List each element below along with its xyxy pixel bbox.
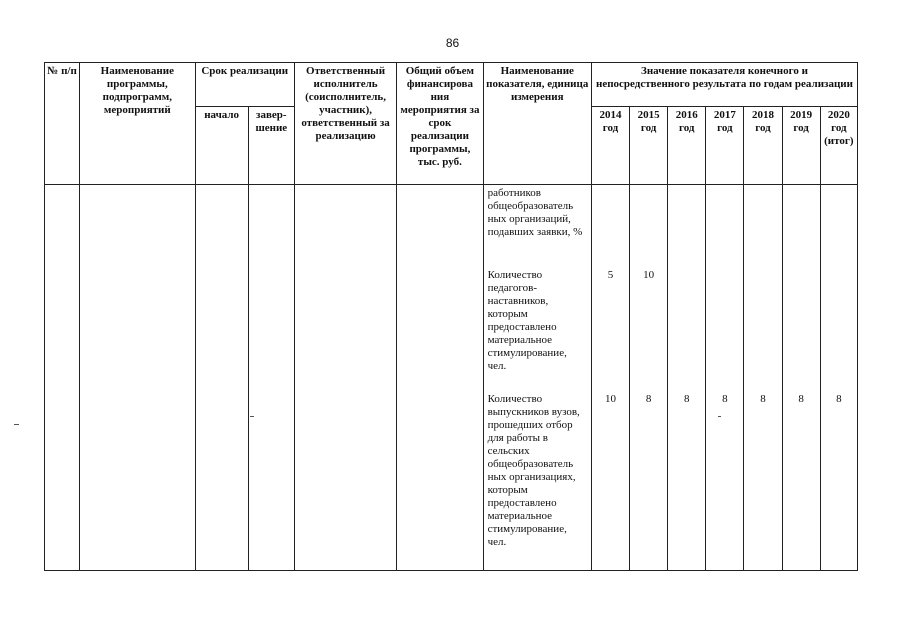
header-term-start: начало — [195, 107, 248, 185]
header-year-2015: 2015 год — [630, 107, 668, 185]
value-2018: 8 — [760, 393, 766, 405]
cell-num — [45, 185, 80, 571]
scan-speck — [718, 416, 721, 417]
indicator-name: работников общеобразователь ных организаций, подавших заявки, % — [487, 187, 583, 238]
header-indicator: Наименование показателя, единица измерения — [483, 63, 591, 185]
page-number: 86 — [445, 36, 460, 50]
cell-term-end — [248, 185, 294, 571]
cell-year-2018 — [744, 185, 782, 571]
cell-year-2020 — [820, 185, 857, 571]
header-year-2019: 2019 год — [782, 107, 820, 185]
header-term-end: завер-шение — [248, 107, 294, 185]
cell-indicators — [483, 185, 591, 571]
header-executor: Ответственный исполнитель (соисполнитель, участник), ответственный за реализацию — [294, 63, 396, 185]
header-funding: Общий объем финансирова ния мероприятия за срок реализации программы, тыс. руб. — [397, 63, 483, 185]
value-2014: 5 — [607, 269, 614, 281]
header-year-2016: 2016 год — [668, 107, 706, 185]
scan-speck — [14, 424, 19, 425]
scan-speck — [250, 416, 254, 417]
cell-year-2017 — [706, 185, 744, 571]
header-values-group: Значение показателя конечного и непосредственного результата по годам реализации — [591, 63, 857, 107]
header-year-2018: 2018 год — [744, 107, 782, 185]
cell-executor — [294, 185, 396, 571]
table-row — [45, 185, 858, 571]
cell-year-2015 — [630, 185, 668, 571]
indicator-name: Количество педагогов-наставников, которым предоставлено материальное стимулирование, чел. — [487, 269, 567, 372]
value-2020: 8 — [836, 393, 842, 405]
header-name: Наименование программы, подпрограмм, мероприятий — [80, 63, 195, 185]
value-2015: 10 — [643, 269, 655, 281]
value-2015: 8 — [645, 393, 652, 405]
value-2019: 8 — [798, 393, 804, 405]
cell-year-2019 — [782, 185, 820, 571]
value-2014: 10 — [605, 393, 617, 405]
header-year-2020: 2020 год (итог) — [820, 107, 857, 185]
cell-term-start — [195, 185, 248, 571]
cell-year-2016 — [668, 185, 706, 571]
indicator-name: Количество выпускников вузов, прошедших отбор для работы в сельских общеобразователь ных организациях, которым предоставлено материальное стимулирование, чел. — [487, 393, 580, 548]
header-num: № п/п — [45, 63, 80, 185]
header-year-2017: 2017 год — [706, 107, 744, 185]
cell-name — [80, 185, 195, 571]
indicator-table — [44, 62, 858, 571]
header-year-2014: 2014 год — [591, 107, 629, 185]
header-term: Срок реализации — [195, 63, 294, 107]
value-2017: 8 — [722, 393, 728, 405]
cell-year-2014 — [591, 185, 629, 571]
value-2016: 8 — [684, 393, 690, 405]
cell-funding — [397, 185, 483, 571]
